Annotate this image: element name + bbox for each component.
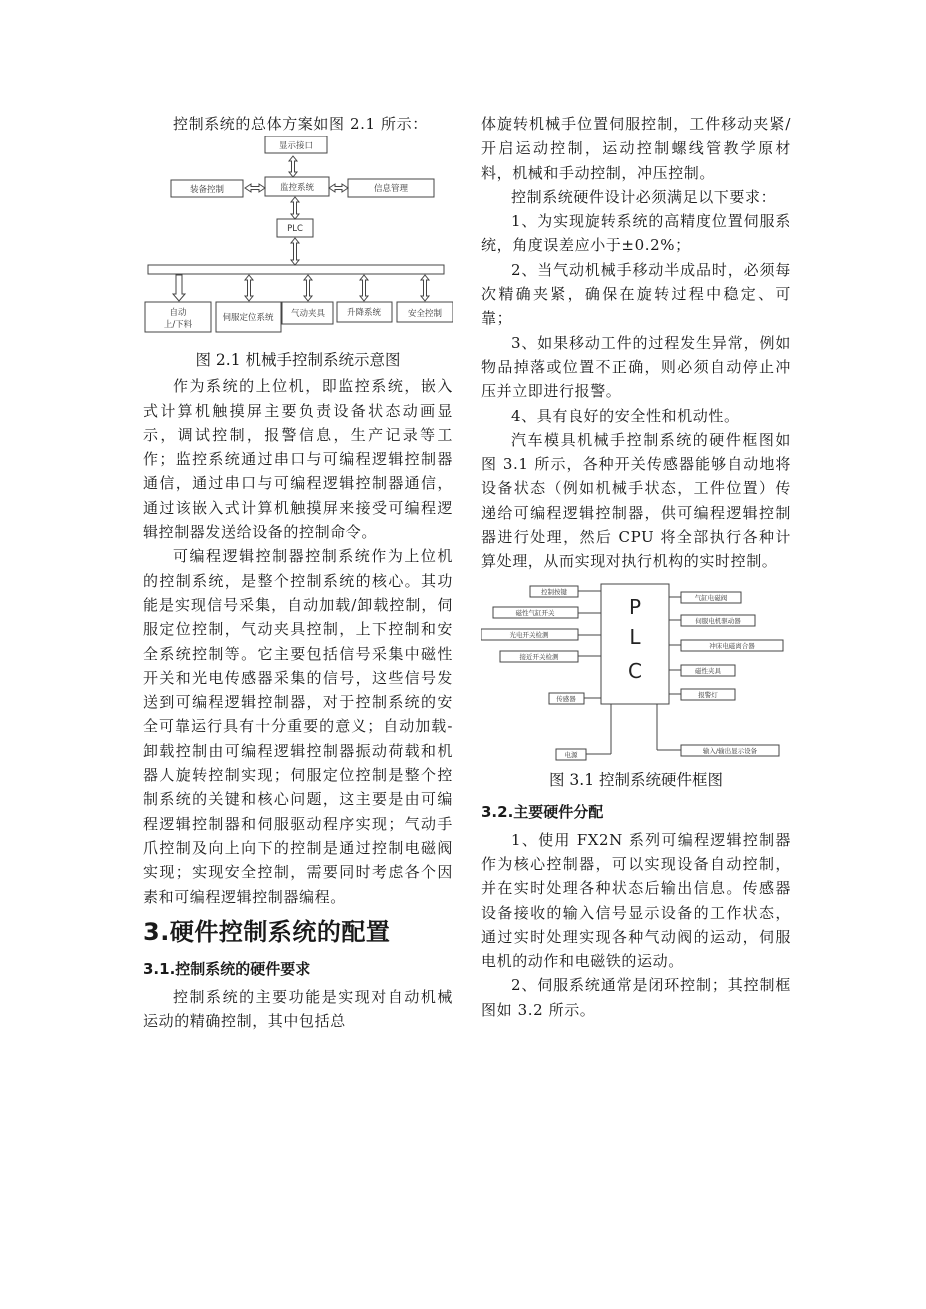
label-monitor: 监控系统 bbox=[279, 183, 315, 194]
right-column bbox=[481, 112, 791, 1022]
output-label: 报警灯 bbox=[698, 690, 718, 699]
output-label: 磁性夹具 bbox=[695, 666, 721, 675]
figure-2-1-caption: 图 2.1 机械手控制系统示意图 bbox=[195, 351, 401, 370]
section-3-heading: 3.硬件控制系统的配置 bbox=[143, 917, 391, 946]
figure-2-1-diagram bbox=[143, 136, 453, 342]
paragraph-hardware: 汽车模具机械手控制系统的硬件框图如图 3.1 所示，各种开关传感器能够自动地将设备状态（例如机械手状态，工件位置）传递给可编程逻辑控制器，供可编程逻辑控制器进行处理，然后 CPU 将全部执行各种计算处理，从而实现对执行机构的实时控制。 bbox=[481, 430, 791, 571]
requirements-intro: 控制系统硬件设计必须满足以下要求： bbox=[511, 187, 777, 206]
requirement-2: 2、当气动机械手移动半成品时，必须每次精确夹紧，确保在旋转过程中稳定、可靠； bbox=[481, 260, 791, 328]
input-label: 电源 bbox=[564, 750, 578, 759]
figure-3-1-caption: 图 3.1 控制系统硬件框图 bbox=[548, 770, 723, 789]
output-label: 输入/输出显示设备 bbox=[702, 746, 758, 755]
label-info: 信息管理 bbox=[373, 184, 409, 195]
plc-letter-l: L bbox=[629, 624, 641, 649]
paragraph-control-function: 控制系统的主要功能是实现对自动机械运动的精确控制，其中包括总 bbox=[143, 987, 453, 1031]
paragraph-plc: 可编程逻辑控制器控制系统作为上位机的控制系统，是整个控制系统的核心。其功能是实现信号采集，自动加载/卸载控制，伺服定位控制，气动夹具控制，上下控制和安全系统控制等。它主要包括信号采集中磁性开关和光电传感器采集的信号，这些信号发送到可编程逻辑控制器，对于控制系统的安全可靠运行具有十分重要的意义；自动加载-卸载控制由可编程逻辑控制器振动荷载和机器人旋转控制实现；伺服定位控制是整个控制系统的关键和核心问题，这主要是由可编程逻辑控制器和伺服驱动程序实现；气动手爪控制及向上向下的控制是通过控制电磁阀实现；实现安全控制，需要同时考虑各个因素和可编程逻辑控制器编程。 bbox=[143, 547, 453, 906]
label-equip: 装备控制 bbox=[189, 185, 225, 196]
label-servo: 伺服定位系统 bbox=[222, 313, 274, 324]
label-display: 显示接口 bbox=[278, 141, 314, 152]
requirement-1: 1、为实现旋转系统的高精度位置伺服系统，角度误差应小于±0.2%； bbox=[481, 212, 791, 255]
input-label: 光电开关检测 bbox=[509, 630, 549, 639]
section-3-2-heading: 3.2.主要硬件分配 bbox=[481, 802, 604, 821]
input-label: 磁性气缸开关 bbox=[515, 608, 555, 617]
left-column bbox=[143, 112, 453, 1033]
input-label: 接近开关检测 bbox=[519, 652, 559, 661]
requirement-4: 4、具有良好的安全性和机动性。 bbox=[511, 406, 740, 425]
label-auto-load-2: 上/下料 bbox=[163, 320, 193, 331]
requirement-3: 3、如果移动工件的过程发生异常，例如物品掉落或位置不正确，则必须自动停止冲压并立即进行报警。 bbox=[481, 333, 791, 401]
input-label: 控制按键 bbox=[541, 587, 567, 596]
output-label: 气缸电磁阀 bbox=[694, 593, 728, 602]
output-label: 伺服电机驱动器 bbox=[695, 616, 741, 625]
label-pneumatic: 气动夹具 bbox=[290, 309, 326, 320]
intro-paragraph: 控制系统的总体方案如图 2.1 所示： bbox=[173, 115, 428, 133]
plc-letter-p: P bbox=[628, 594, 642, 619]
label-safety: 安全控制 bbox=[407, 309, 443, 320]
paragraph-continued: 体旋转机械手位置伺服控制，工件移动夹紧/开启运动控制，运动控制螺线管教学原材料，机械和手动控制，冲压控制。 bbox=[481, 115, 791, 182]
label-auto-load-1: 自动 bbox=[169, 308, 187, 319]
allocation-2: 2、伺服系统通常是闭环控制；其控制框图如 3.2 所示。 bbox=[481, 976, 791, 1019]
allocation-1: 1、使用 FX2N 系列可编程逻辑控制器作为核心控制器，可以实现设备自动控制，并在实时处理各种状态后输出信息。传感器设备接收的输入信号显示设备的工作状态，通过实时处理实现各种气动阀的运动，伺服电机的动作和电磁铁的运动。 bbox=[481, 830, 791, 971]
label-plc: PLC bbox=[287, 224, 303, 235]
figure-3-1-diagram bbox=[481, 580, 791, 762]
paragraph-monitor: 作为系统的上位机，即监控系统，嵌入式计算机触摸屏主要负责设备状态动画显示，调试控制，报警信息，生产记录等工作；监控系统通过串口与可编程逻辑控制器通信，通过串口与可编程逻辑控制器通信，通过该嵌入式计算机触摸屏来接受可编程逻辑控制器发送给设备的控制命令。 bbox=[143, 377, 453, 542]
plc-letter-c: C bbox=[628, 658, 642, 683]
label-lift: 升降系统 bbox=[346, 308, 382, 319]
output-label: 冲床电磁离合器 bbox=[709, 641, 755, 650]
input-label: 传感器 bbox=[556, 694, 576, 703]
bus-bar bbox=[148, 265, 444, 274]
section-3-1-heading: 3.1.控制系统的硬件要求 bbox=[143, 959, 311, 978]
